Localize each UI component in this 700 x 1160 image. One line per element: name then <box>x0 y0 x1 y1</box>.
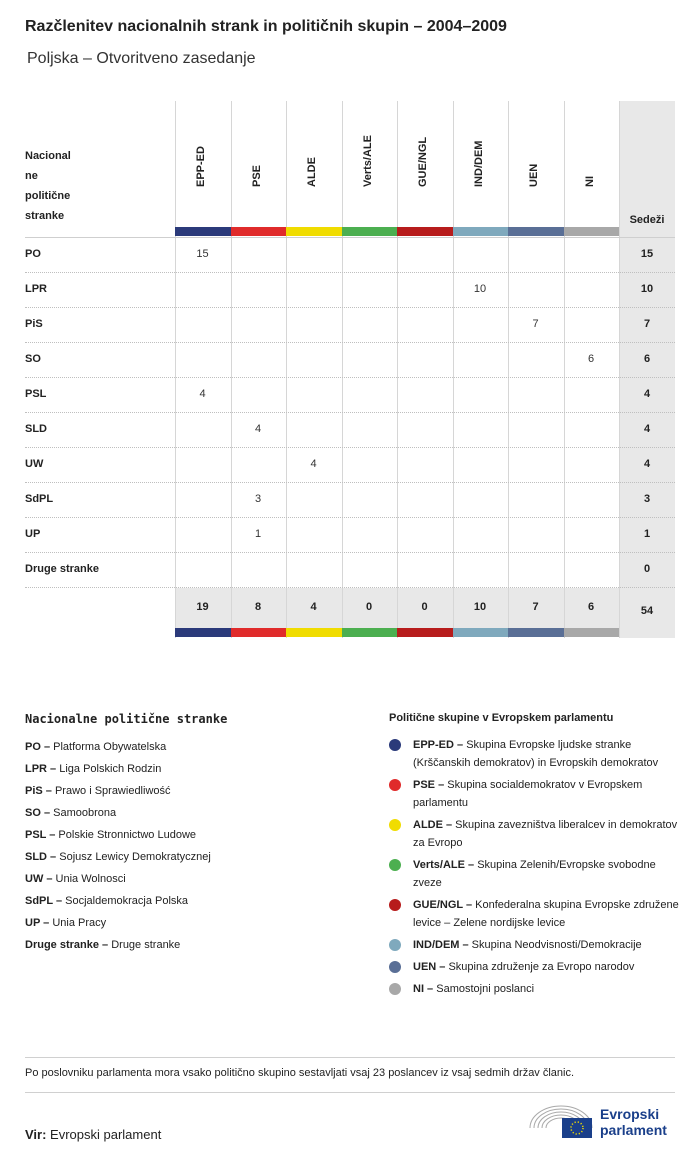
party-full-name: Platforma Obywatelska <box>50 741 167 753</box>
party-column-header <box>25 146 105 226</box>
group-color-bar <box>231 628 287 637</box>
group-full-name: Skupina zavezništva liberalcev in demokratov za Evropo <box>413 819 678 849</box>
political-group-legend-item <box>389 736 679 772</box>
group-total-cell: 7 <box>532 601 539 613</box>
group-color-bar <box>564 628 620 637</box>
group-color-bar <box>453 628 509 637</box>
group-color-dot-icon <box>389 819 401 831</box>
political-group-legend-item <box>389 896 679 932</box>
logo-text <box>600 1106 667 1138</box>
page-title: Razčlenitev nacionalnih strank in političnih skupin – 2004–2009 <box>25 18 507 35</box>
political-group-legend-item <box>389 776 679 812</box>
national-party-legend-item <box>25 890 365 912</box>
party-total-cell: 4 <box>643 423 651 435</box>
row-divider <box>25 447 675 448</box>
group-color-bar <box>453 227 509 236</box>
group-color-dot-icon <box>389 939 401 951</box>
page-subtitle: Poljska – Otvoritveno zasedanje <box>27 50 256 67</box>
party-row-label: LPR <box>25 283 47 295</box>
row-divider <box>25 412 675 413</box>
group-color-bar <box>175 628 231 637</box>
group-abbreviation: IND/DEM – <box>413 939 469 951</box>
party-row-label: PSL <box>25 388 47 400</box>
party-row-label: PO <box>25 248 41 260</box>
parliament-hemicycle-icon <box>528 1102 594 1142</box>
seats-column-background <box>619 101 675 638</box>
party-abbreviation: PSL – <box>25 829 56 841</box>
group-color-bar <box>342 628 398 637</box>
party-row-label: Druge stranke <box>25 563 99 575</box>
group-column-header: GUE/NGL <box>417 136 429 187</box>
source-line <box>25 1127 161 1142</box>
party-abbreviation: PiS – <box>25 785 52 797</box>
group-full-name: Konfederalna skupina Evropske združene levice – Zelene nordijske levice <box>413 899 679 929</box>
source-label: Vir: <box>25 1127 47 1142</box>
group-total-cell: 19 <box>196 601 209 613</box>
party-total-cell: 15 <box>640 248 654 260</box>
column-divider <box>286 101 287 638</box>
party-full-name: Liga Polskich Rodzin <box>56 763 162 775</box>
row-divider <box>25 342 675 343</box>
national-parties-legend-title: Nacionalne politične stranke <box>25 712 228 726</box>
political-groups-legend-title: Politične skupine v Evropskem parlamentu <box>389 712 614 724</box>
group-color-dot-icon <box>389 859 401 871</box>
group-full-name: Skupina Zelenih/Evropske svobodne zveze <box>413 859 656 889</box>
party-total-cell: 3 <box>643 493 651 505</box>
group-abbreviation: NI – <box>413 983 434 995</box>
party-abbreviation: SO – <box>25 807 51 819</box>
group-color-bar <box>286 227 342 236</box>
group-total-cell: 10 <box>473 601 487 613</box>
party-full-name: Socjaldemokracja Polska <box>62 895 189 907</box>
party-total-cell: 1 <box>643 528 651 540</box>
national-party-legend-item <box>25 912 365 934</box>
national-party-legend-item <box>25 736 365 758</box>
political-group-legend-item <box>389 936 679 954</box>
footnote: Po poslovniku parlamenta mora vsako politično skupino sestavljati vsaj 23 poslancev iz vsaj sedmih držav članic. <box>25 1067 575 1079</box>
political-group-legend-item <box>389 856 679 892</box>
seat-count-cell: 3 <box>254 493 262 505</box>
party-full-name: Druge stranke <box>108 939 181 951</box>
group-total-cell: 6 <box>587 601 595 613</box>
group-total-cell: 4 <box>310 601 317 613</box>
group-color-bar <box>175 227 231 236</box>
group-abbreviation: GUE/NGL – <box>413 899 473 911</box>
national-party-legend-item <box>25 846 365 868</box>
party-abbreviation: UP – <box>25 917 50 929</box>
group-full-name: Skupina socialdemokratov v Evropskem parlamentu <box>413 779 643 809</box>
seats-column-header: Sedeži <box>629 214 665 226</box>
national-party-legend-item <box>25 802 365 824</box>
row-divider <box>25 552 675 553</box>
group-column-header: UEN <box>528 163 540 187</box>
group-color-dot-icon <box>389 899 401 911</box>
group-full-name: Skupina Neodvisnosti/Demokracije <box>468 939 642 951</box>
seat-count-cell: 6 <box>587 353 595 365</box>
party-full-name: Unia Pracy <box>49 917 107 929</box>
group-full-name: Skupina Evropske ljudske stranke (Krščanskih demokratov) in Evropskih demokratov <box>413 739 659 769</box>
group-abbreviation: Verts/ALE – <box>413 859 475 871</box>
row-divider <box>25 377 675 378</box>
column-divider <box>508 101 509 638</box>
logo-text-line: parlament <box>600 1122 667 1138</box>
group-color-bar <box>508 628 564 637</box>
group-column-header: IND/DEM <box>472 140 485 187</box>
source-value: Evropski parlament <box>46 1127 162 1142</box>
row-divider <box>25 482 675 483</box>
divider <box>25 1092 675 1093</box>
seat-count-cell: 15 <box>196 248 209 260</box>
column-divider <box>342 101 343 638</box>
party-abbreviation: Druge stranke – <box>25 939 109 951</box>
group-abbreviation: EPP-ED – <box>413 739 464 751</box>
group-color-dot-icon <box>389 983 401 995</box>
party-header-line: stranke <box>25 210 65 222</box>
national-party-legend-item <box>25 868 365 890</box>
group-color-bar <box>397 628 453 637</box>
party-full-name: Prawo i Sprawiedliwość <box>51 785 171 797</box>
logo-text-line: Evropski <box>600 1106 660 1122</box>
seat-count-cell: 1 <box>254 528 262 540</box>
group-abbreviation: UEN – <box>413 961 446 973</box>
group-column-header: NI <box>583 176 596 187</box>
party-full-name: Polskie Stronnictwo Ludowe <box>55 829 197 841</box>
seat-count-cell: 4 <box>254 423 262 435</box>
group-column-header: Verts/ALE <box>361 135 374 187</box>
group-total-cell: 0 <box>365 601 373 613</box>
group-color-dot-icon <box>389 739 401 751</box>
party-abbreviation: UW – <box>25 873 53 885</box>
national-party-legend-item <box>25 780 365 802</box>
seat-count-cell: 10 <box>473 283 487 295</box>
row-divider <box>25 272 675 273</box>
party-row-label: SO <box>25 353 41 365</box>
political-groups-legend <box>389 712 679 1002</box>
party-row-label: SdPL <box>25 493 54 505</box>
group-abbreviation: ALDE – <box>413 819 453 831</box>
national-party-legend-item <box>25 934 365 956</box>
group-full-name: Skupina združenje za Evropo narodov <box>445 961 635 973</box>
group-total-cell: 8 <box>254 601 262 613</box>
group-column-header: PSE <box>250 164 263 187</box>
row-divider <box>25 307 675 308</box>
column-divider <box>619 101 620 638</box>
political-group-legend-item <box>389 958 679 976</box>
party-full-name: Sojusz Lewicy Demokratycznej <box>56 851 211 863</box>
party-row-label: SLD <box>25 423 47 435</box>
party-abbreviation: LPR – <box>25 763 57 775</box>
column-divider <box>397 101 398 638</box>
political-group-legend-item <box>389 980 679 998</box>
party-abbreviation: SLD – <box>25 851 57 863</box>
party-total-cell: 10 <box>640 283 654 295</box>
group-color-bar <box>508 227 564 236</box>
row-divider <box>25 237 675 238</box>
party-total-cell: 4 <box>643 388 651 400</box>
group-abbreviation: PSE – <box>413 779 445 791</box>
group-color-bar <box>231 227 287 236</box>
group-color-dot-icon <box>389 961 401 973</box>
national-party-legend-item <box>25 824 365 846</box>
party-row-label: UW <box>25 458 44 470</box>
row-divider <box>25 517 675 518</box>
column-divider <box>231 101 232 638</box>
seat-count-cell: 4 <box>199 388 206 400</box>
row-divider <box>25 587 675 588</box>
party-total-cell: 7 <box>643 318 651 330</box>
political-group-legend-item <box>389 816 679 852</box>
group-color-dot-icon <box>389 779 401 791</box>
group-color-bar <box>342 227 398 236</box>
group-total-cell: 0 <box>421 601 428 613</box>
party-total-cell: 4 <box>643 458 651 470</box>
group-column-header: ALDE <box>306 157 318 187</box>
group-color-bar <box>564 227 620 236</box>
group-color-bar <box>286 628 342 637</box>
grand-total-cell: 54 <box>640 605 654 617</box>
national-parties-legend <box>25 712 365 956</box>
party-full-name: Unia Wolnosci <box>52 873 126 885</box>
party-header-line: politične <box>25 190 71 202</box>
national-party-legend-item <box>25 758 365 780</box>
ep-logo <box>528 1102 678 1142</box>
column-divider <box>453 101 454 638</box>
party-abbreviation: PO – <box>25 741 51 753</box>
party-full-name: Samoobrona <box>50 807 117 819</box>
column-divider <box>175 101 176 638</box>
group-full-name: Samostojni poslanci <box>433 983 535 995</box>
party-abbreviation: SdPL – <box>25 895 63 907</box>
seat-count-cell: 7 <box>532 318 539 330</box>
seat-count-cell: 4 <box>310 458 317 470</box>
party-total-cell: 0 <box>643 563 651 575</box>
party-header-line: Nacional <box>25 150 71 162</box>
column-divider <box>564 101 565 638</box>
party-row-label: PiS <box>25 318 43 330</box>
divider <box>25 1057 675 1058</box>
group-column-header: EPP-ED <box>195 146 207 187</box>
party-header-line: ne <box>25 170 38 182</box>
group-color-bar <box>397 227 453 236</box>
seat-distribution-table <box>25 101 675 638</box>
party-total-cell: 6 <box>643 353 651 365</box>
party-row-label: UP <box>25 528 41 540</box>
